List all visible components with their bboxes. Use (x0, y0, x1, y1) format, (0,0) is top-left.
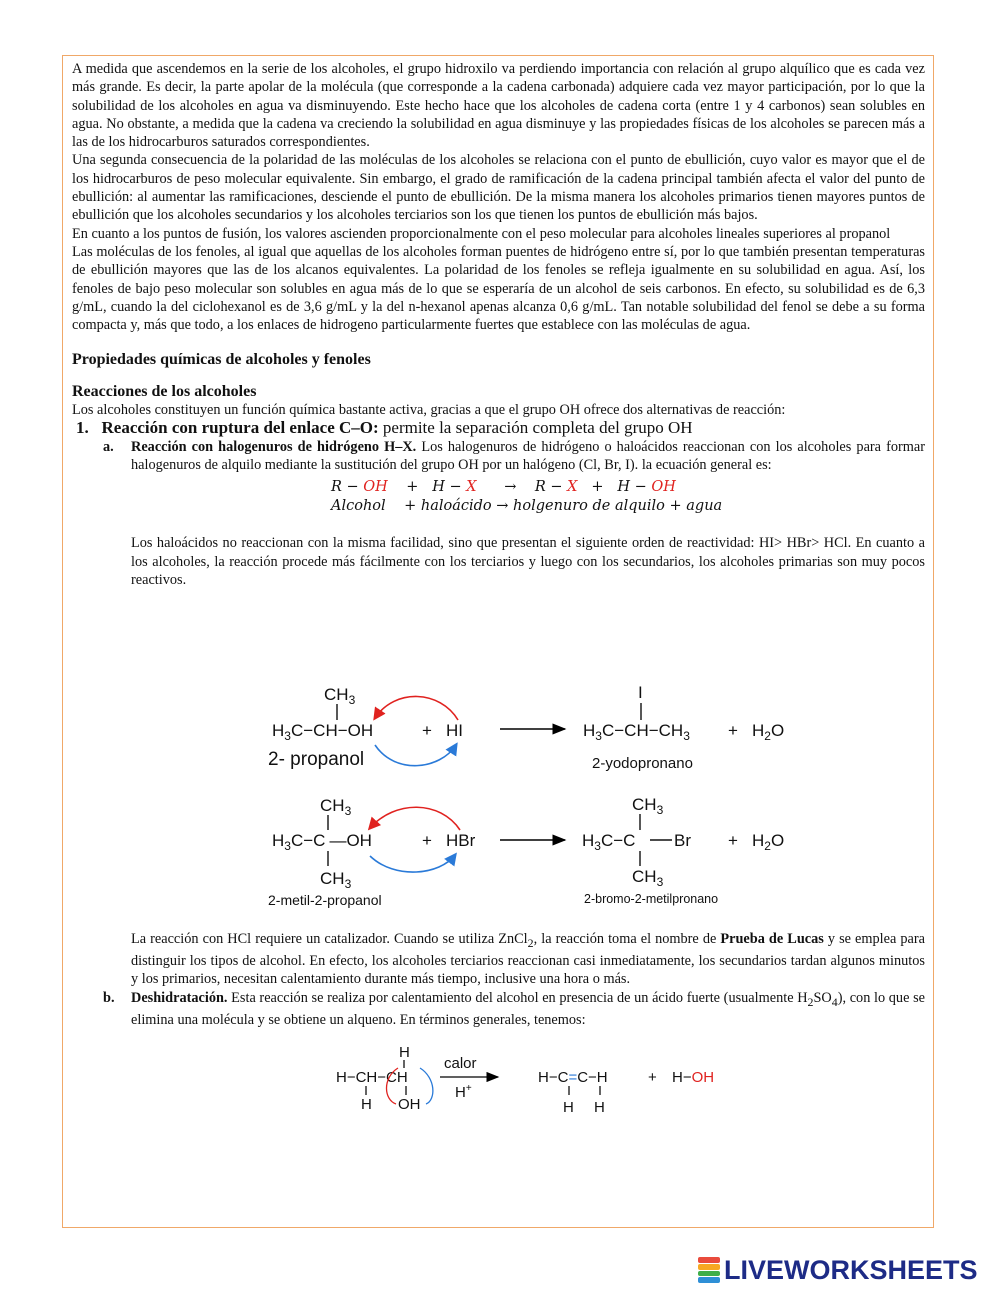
item-a-body: Los halogenuros de hidrógeno o haloácidos reaccionan con los alcoholes para formar halogenuros de alquilo mediante la sustitución del grupo OH por un halógeno (Cl, Br, I). la ecuación general es: (131, 438, 925, 473)
dh-plus: + (648, 1069, 657, 1086)
paragraph-boiling-point: Una segunda consecuencia de la polaridad de las moléculas de los alcoholes se relaciona con el punto de ebullición, cuyo valor es mayor que el de los hidrocarburos de peso molecular equivalente. Sin embargo, el grado de ramificación de la cadena principal también afecta el valor del punto de ebullición: al aumentar las ramificaciones, desciende el punto de ebullición. De la misma manera los alcoholes primarios tienen mayores puntos de ebullición que los alcoholes secundarios y los alcoholes terciarios son los que tienen los puntos de ebullición más bajos. (72, 152, 925, 224)
r1-chain: $H_3C-CH-OH$ (272, 721, 374, 743)
r1-product-name: 2-yodopronano (592, 755, 693, 772)
r2-reagent: HBr (446, 831, 476, 850)
r1-plus-2: + (728, 721, 738, 740)
r1-product-i: I (638, 683, 643, 702)
paragraph-phenols: Las moléculas de los fenoles, al igual que aquellas de los alcoholes forman puentes de hidrógeno entre sí, por lo que también presentan temperaturas de ebullición mayores que las de los alcanos equivalentes. La polaridad de los fenoles se refleja igualmente en su solubilidad en agua. Así, los fenoles de bajo peso molecular son solubles en agua más de lo que se esperaría de un alcohol de seis carbonos. En efecto, su solubilidad es de 6,3 g/mL, cuando la del ciclohexanol es de 3,6 g/mL y la del n-hexanol apenas alcanza 0,6 g/mL. Tan notable solubilidad del fenol se debe a su forma compacta y, más que todo, a los enlaces de hidrogeno particularmente fuertes que establece con las moléculas de agua. (72, 243, 925, 334)
item-a-label: a. (103, 438, 114, 455)
item-b-label: b. (103, 989, 115, 1006)
dh-water: H−OH (672, 1069, 715, 1086)
item-1-rest: permite la separación completa del grupo OH (378, 418, 693, 438)
intro-text: Los alcoholes constituyen un función química bastante activa, gracias a que el grupo OH ofrece dos alternativas de reacción: (72, 402, 786, 419)
item-1-number: 1. (76, 418, 89, 438)
document-body-lower (72, 930, 925, 1029)
r2-plus-2: + (728, 831, 738, 850)
equation-line-1: R − OH + H − X → R − X + H − OH (331, 479, 676, 496)
lucas-paragraph: La reacción con HCl requiere un catalizador. Cuando se utiliza ZnCl$_2$, la reacción toma el nombre de Prueba de Lucas y se emplea para distinguir los tipos de alcohol. En efecto, los alcoholes terciarios reaccionan casi inmediatamente, los secundarios tardan algunos minutos y los primarios, necesitan calentamiento durante más tiempo, inclusive una hora o más. (131, 931, 925, 988)
subsection-title: Reacciones de los alcoholes (72, 382, 257, 400)
r2-reactant-name: 2-metil-2-propanol (268, 892, 382, 908)
reactivity-paragraph: Los haloácidos no reaccionan con la misma facilidad, sino que presentan el siguiente orden de reactividad: HI> HBr> HCl. En cuanto a los alcoholes, la reacción procede más fácilmente con los terciarios y luego con los secundarios, los alcoholes primarias son muy pocos reactivos. (131, 535, 925, 588)
r1-product-chain: $H_3C-CH-CH_3$ (583, 721, 690, 743)
r2-product-br: Br (674, 831, 691, 850)
item-b-bold: Deshidratación. (131, 989, 228, 1006)
paragraph-melting-point: En cuanto a los puntos de fusión, los valores ascienden proporcionalmente con el peso molecular para alcoholes lineales superiores al propanol (72, 225, 891, 242)
dh-h-bottom: H (361, 1096, 372, 1113)
r2-product-name: 2-bromo-2-metilpronano (584, 892, 719, 906)
r2-product-ch3-bottom: $CH_3$ (632, 867, 664, 889)
r1-reactant-name: 2- propanol (268, 749, 365, 770)
dh-condition-bottom: H+ (455, 1083, 472, 1101)
r2-chain: $H_3C-C$ —OH (272, 831, 372, 853)
dh-product-h2: H (594, 1099, 605, 1116)
r2-product-chain: $H_3C-C$ (582, 831, 636, 853)
dh-chain: H−CH−CH (336, 1069, 408, 1086)
dh-product-h1: H (563, 1099, 574, 1116)
dh-product: H−C=C−H (538, 1069, 608, 1086)
item-a-bold: Reacción con halogenuros de hidrógeno H–X. (131, 438, 417, 455)
r1-plus: + (422, 721, 432, 740)
equation-line-2: Alcohol + haloácido → holgenuro de alquilo + agua (331, 498, 723, 515)
r2-ch3-top: $CH_3$ (320, 796, 352, 818)
dh-h-top: H (399, 1044, 410, 1061)
r2-product-ch3-top: $CH_3$ (632, 795, 664, 817)
r1-ch3: $CH_3$ (324, 685, 356, 707)
r1-reagent: HI (446, 721, 463, 740)
liveworksheets-logo[interactable] (698, 1256, 978, 1284)
section-title: Propiedades químicas de alcoholes y fenoles (72, 351, 371, 369)
dh-condition-top: calor (444, 1055, 477, 1072)
r2-ch3-bottom: $CH_3$ (320, 869, 352, 891)
liveworksheets-logo-text: LIVEWORKSHEETS (724, 1254, 978, 1285)
paragraph-solubility: A medida que ascendemos en la serie de los alcoholes, el grupo hidroxilo va perdiendo importancia con relación al grupo alquílico que es cada vez más grande. Es decir, la parte apolar de la molécula (que corresponde a la cadena carbonada) adquiere cada vez mayor participación, por lo que la solubilidad de los alcoholes en agua va disminuyendo. Este hecho hace que los alcoholes de cadena corta (entre 1 y 4 carbonos) sean solubles en agua. No obstante, a medida que la cadena va creciendo la solubilidad en agua disminuye y las propiedades físicas de los alcoholes se parecen más a las de los hidrocarburos saturados correspondientes. (72, 61, 925, 151)
item-1-bold: Reacción con ruptura del enlace C–O: (101, 418, 379, 438)
item-b: b. Deshidratación. Esta reacción se realiza por calentamiento del alcohol en presencia de un ácido fuerte (usualmente $H_2SO_4$), con lo que se elimina una molécula y se obtiene un alqueno. En términos generales, tenemos: (103, 989, 925, 1028)
r1-water: $H_2O$ (752, 721, 785, 743)
reaction-2 (268, 795, 784, 908)
dh-oh: OH (398, 1096, 421, 1113)
r2-water: $H_2O$ (752, 831, 785, 853)
r2-plus: + (422, 831, 432, 850)
liveworksheets-logo-icon (698, 1257, 720, 1283)
reaction-1 (268, 683, 784, 772)
dehydration-scheme (336, 1044, 714, 1116)
